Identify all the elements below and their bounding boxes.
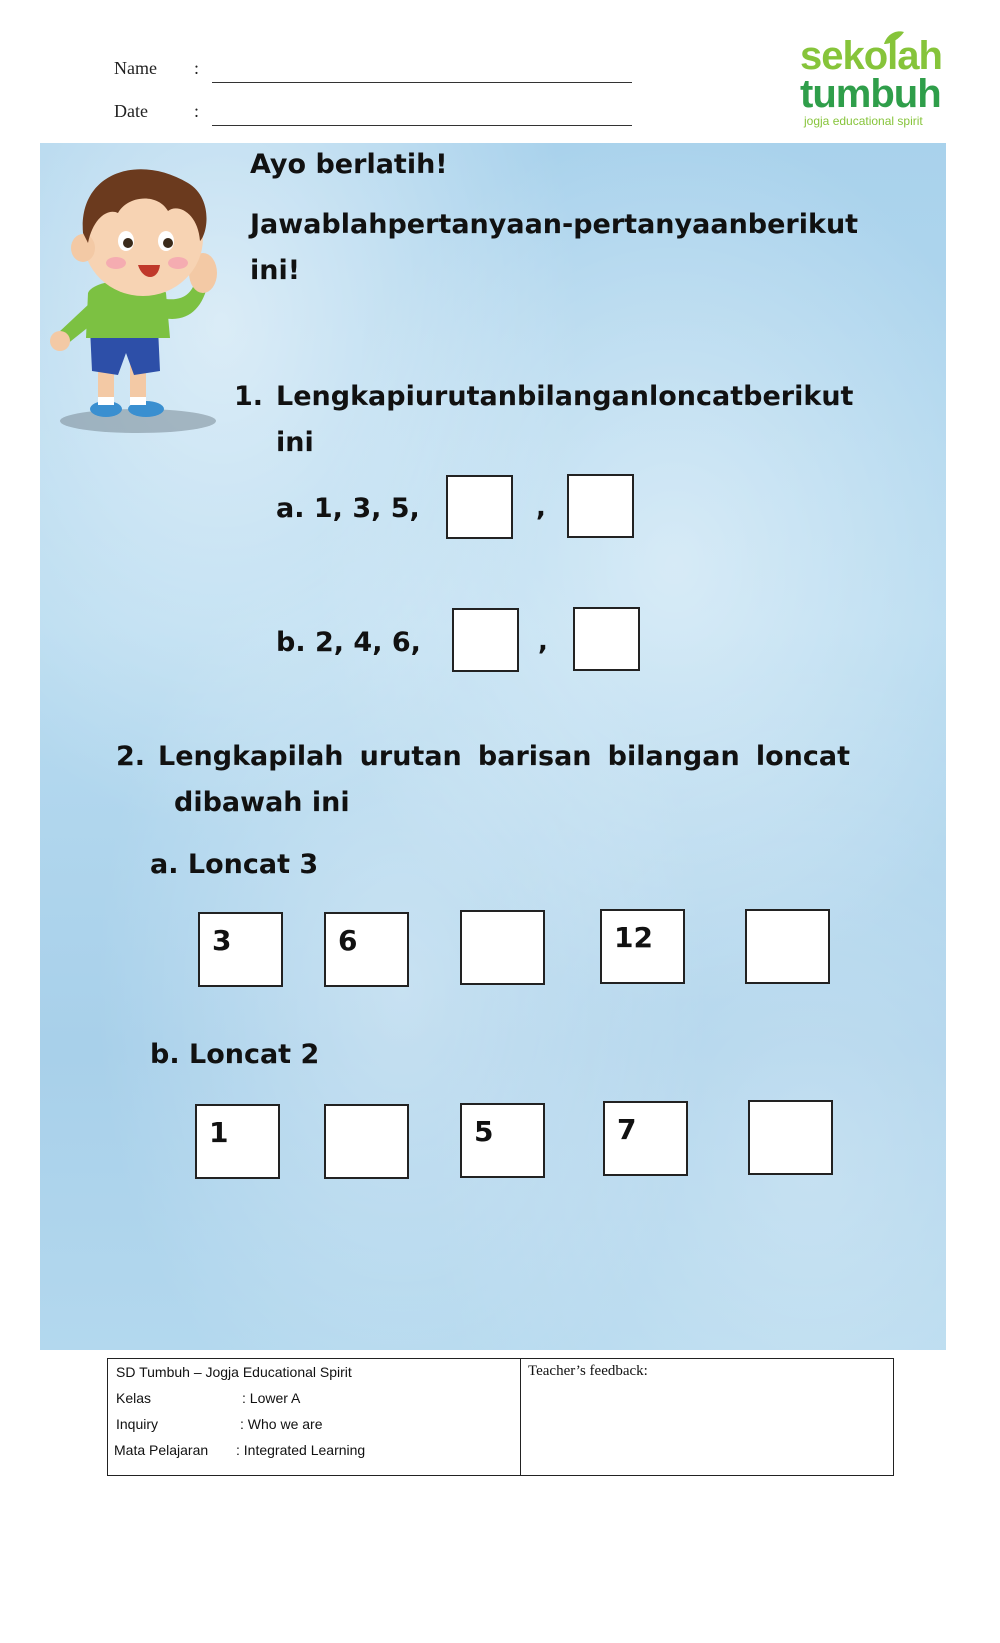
footer-inquiry-label: Inquiry [116,1416,159,1432]
instruction-word: pertanyaan-pertanyaan [387,209,748,240]
date-colon: : [194,101,200,121]
footer-mapel-label: Mata Pelajaran [114,1442,209,1458]
footer-divider [520,1359,521,1475]
q1-word: urutan [414,381,517,412]
q1-text [276,381,854,412]
teacher-feedback-label: Teacher’s feedback: [528,1363,648,1379]
q2a-box-value: 3 [212,924,232,957]
footer-mapel-value: : Integrated Learning [236,1442,366,1458]
q1-word: Lengkapi [276,381,415,412]
q2a-box-2[interactable] [324,912,409,987]
q1a-answer-box-1[interactable] [446,475,513,539]
q2a-box-value: 12 [614,921,653,954]
q1-word: bilangan [516,381,649,412]
q2a-box-3[interactable] [460,910,545,985]
q2-word: Lengkapilah [158,741,344,772]
q2b-box-2[interactable] [324,1104,409,1179]
logo-line1: sekolah [800,34,942,78]
q2a-box-1[interactable] [198,912,283,987]
instruction-end: ini! [250,255,301,286]
q2b-box-value: 5 [474,1115,494,1148]
q2-word: loncat [755,741,850,772]
date-label: Date [114,101,148,121]
q2b-box-3[interactable] [460,1103,545,1178]
q2-text-end: dibawah ini [174,787,350,818]
instruction-word: berikut [747,209,859,240]
boy-illustration-icon [48,153,223,433]
sekolah-tumbuh-logo [800,30,950,130]
q2b-box-5[interactable] [748,1100,833,1175]
q1a-separator: , [536,493,546,523]
date-field[interactable] [212,125,632,126]
greeting: Ayo berlatih! [250,149,448,180]
q1-text-end: ini [276,427,314,458]
name-field[interactable] [212,82,632,83]
logo-line2: tumbuh [800,72,941,116]
q2a-box-5[interactable] [745,909,830,984]
q2b-box-value: 7 [617,1113,637,1146]
q2b-box-1[interactable] [195,1104,280,1179]
q1b-separator: , [538,627,548,657]
footer-kelas-label: Kelas [116,1390,152,1406]
q1b-answer-box-1[interactable] [452,608,519,672]
name-label: Name [114,58,157,78]
q2b-box-value: 1 [209,1116,229,1149]
q1-number: 1. [234,381,264,412]
worksheet-panel [40,143,946,1350]
instruction [250,209,859,240]
q2a-box-value: 6 [338,924,358,957]
footer-school: SD Tumbuh – Jogja Educational Spirit [116,1364,352,1380]
q2a-box-4[interactable] [600,909,685,984]
q2-number: 2. [116,741,146,772]
footer-inquiry-value: : Who we are [240,1416,323,1432]
footer-kelas-value: : Lower A [242,1390,301,1406]
q2-word: bilangan [607,741,740,772]
q1b-sequence: b. 2, 4, 6, [276,627,421,658]
q1a-answer-box-2[interactable] [567,474,634,538]
q1-word: berikut [743,381,854,412]
instruction-word: Jawablah [250,209,388,240]
q2-word: urutan [359,741,462,772]
q2-text [158,741,850,772]
q2b-box-4[interactable] [603,1101,688,1176]
q2a-label: a. Loncat 3 [150,849,319,880]
q2-word: barisan [477,741,592,772]
footer-info-table [107,1358,894,1476]
q1b-answer-box-2[interactable] [573,607,640,671]
logo-tagline: jogja educational spirit [804,114,923,128]
q1-word: loncat [648,381,744,412]
name-colon: : [194,58,200,78]
q2b-label: b. Loncat 2 [150,1039,320,1070]
q1a-sequence: a. 1, 3, 5, [276,493,420,524]
